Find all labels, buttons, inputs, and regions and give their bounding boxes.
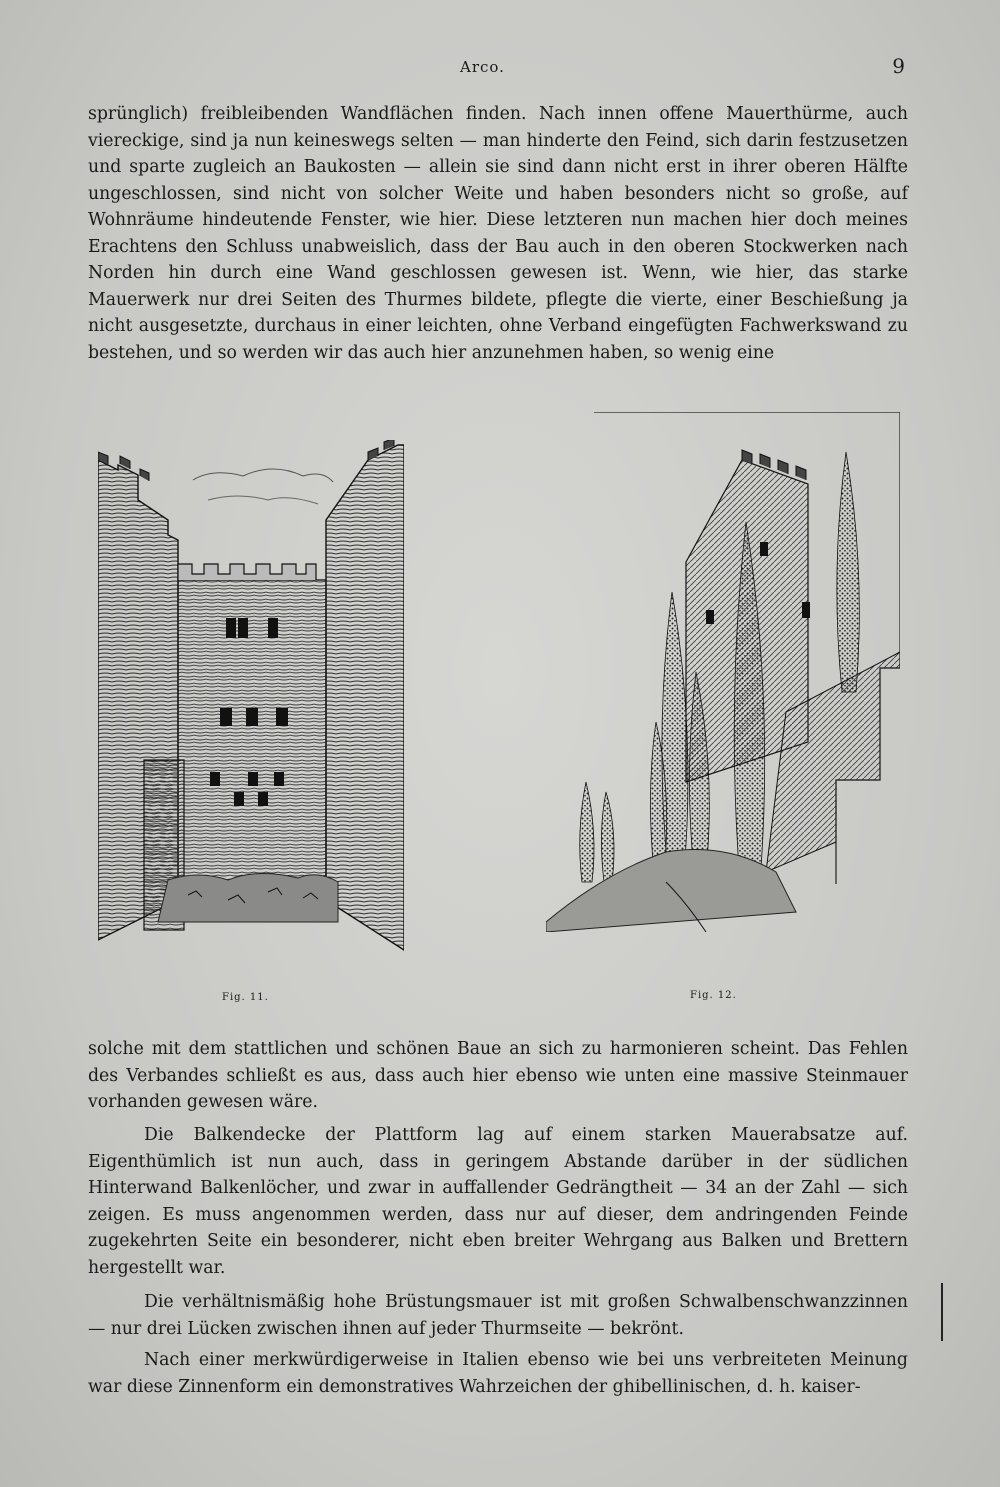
margin-pencil-mark (941, 1283, 943, 1341)
figure-11-tower-interior (98, 440, 404, 960)
paragraph-5: Nach einer merkwürdigerweise in Italien ebenso wie bei uns verbreiteten Meinung war diese Zinnenform ein demonstratives Wahrzeichen der ghibellinischen, d. h. kaiser- (88, 1350, 908, 1397)
tower-cypress-illustration (546, 412, 900, 932)
figure-11-caption: Fig. 11. (222, 992, 269, 1003)
figure-12-caption: Fig. 12. (690, 990, 737, 1001)
paragraph-4: Die verhältnismäßig hohe Brüstungsmauer ist mit großen Schwalbenschwanzzinnen — nur drei Lücken zwischen ihnen auf jeder Thurmseite — bekrönt. (88, 1292, 908, 1339)
tower-interior-illustration (98, 440, 404, 960)
page-number: 9 (892, 54, 905, 78)
figure-12-tower-cypresses (546, 412, 900, 932)
running-title: Arco. (460, 58, 505, 76)
paragraph-3: Die Balkendecke der Plattform lag auf einem starken Mauerabsatze auf. Eigenthümlich ist nun auch, dass in geringem Abstande darüber in der südlichen Hinterwand Balkenlöcher, und zwar in auffallender Gedrängtheit — 34 an der Zahl — sich zeigen. Es muss angenommen werden, dass nur auf dieser, dem andringenden Feinde zugekehrten Seite ein besonderer, nicht eben breiter Wehrgang aus Balken und Brettern hergestellt war. (88, 1125, 908, 1278)
paragraph-2: solche mit dem stattlichen und schönen Baue an sich zu harmonieren scheint. Das Fehlen des Verbandes schließt es aus, dass auch hier ebenso wie unten eine massive Steinmauer vorhanden gewesen wäre. (88, 1039, 908, 1112)
paragraph-1: sprünglich) freibleibenden Wandflächen finden. Nach innen offene Mauerthürme, auch viereckige, sind ja nun keineswegs selten — man hinderte den Feind, sich darin festzusetzen und sparte zugleich an Baukosten — allein sie sind dann nicht erst in ihrer oberen Hälfte ungeschlossen, sind nicht von solcher Weite und haben besonders nicht so große, auf Wohnräume hindeutende Fenster, wie hier. Diese letzteren nun machen hier doch meines Erachtens den Schluss unabweislich, dass der Bau auch in den oberen Stockwerken nach Norden hin durch eine Wand geschlossen gewesen ist. Wenn, wie hier, das starke Mauerwerk nur drei Seiten des Thurmes bildete, pflegte die vierte, einer Beschießung ja nicht ausgesetzte, durchaus in einer leichten, ohne Verband eingefügten Fachwerkswand zu bestehen, und so werden wir das auch hier anzunehmen haben, so wenig eine (88, 104, 908, 363)
running-header (0, 54, 1000, 82)
